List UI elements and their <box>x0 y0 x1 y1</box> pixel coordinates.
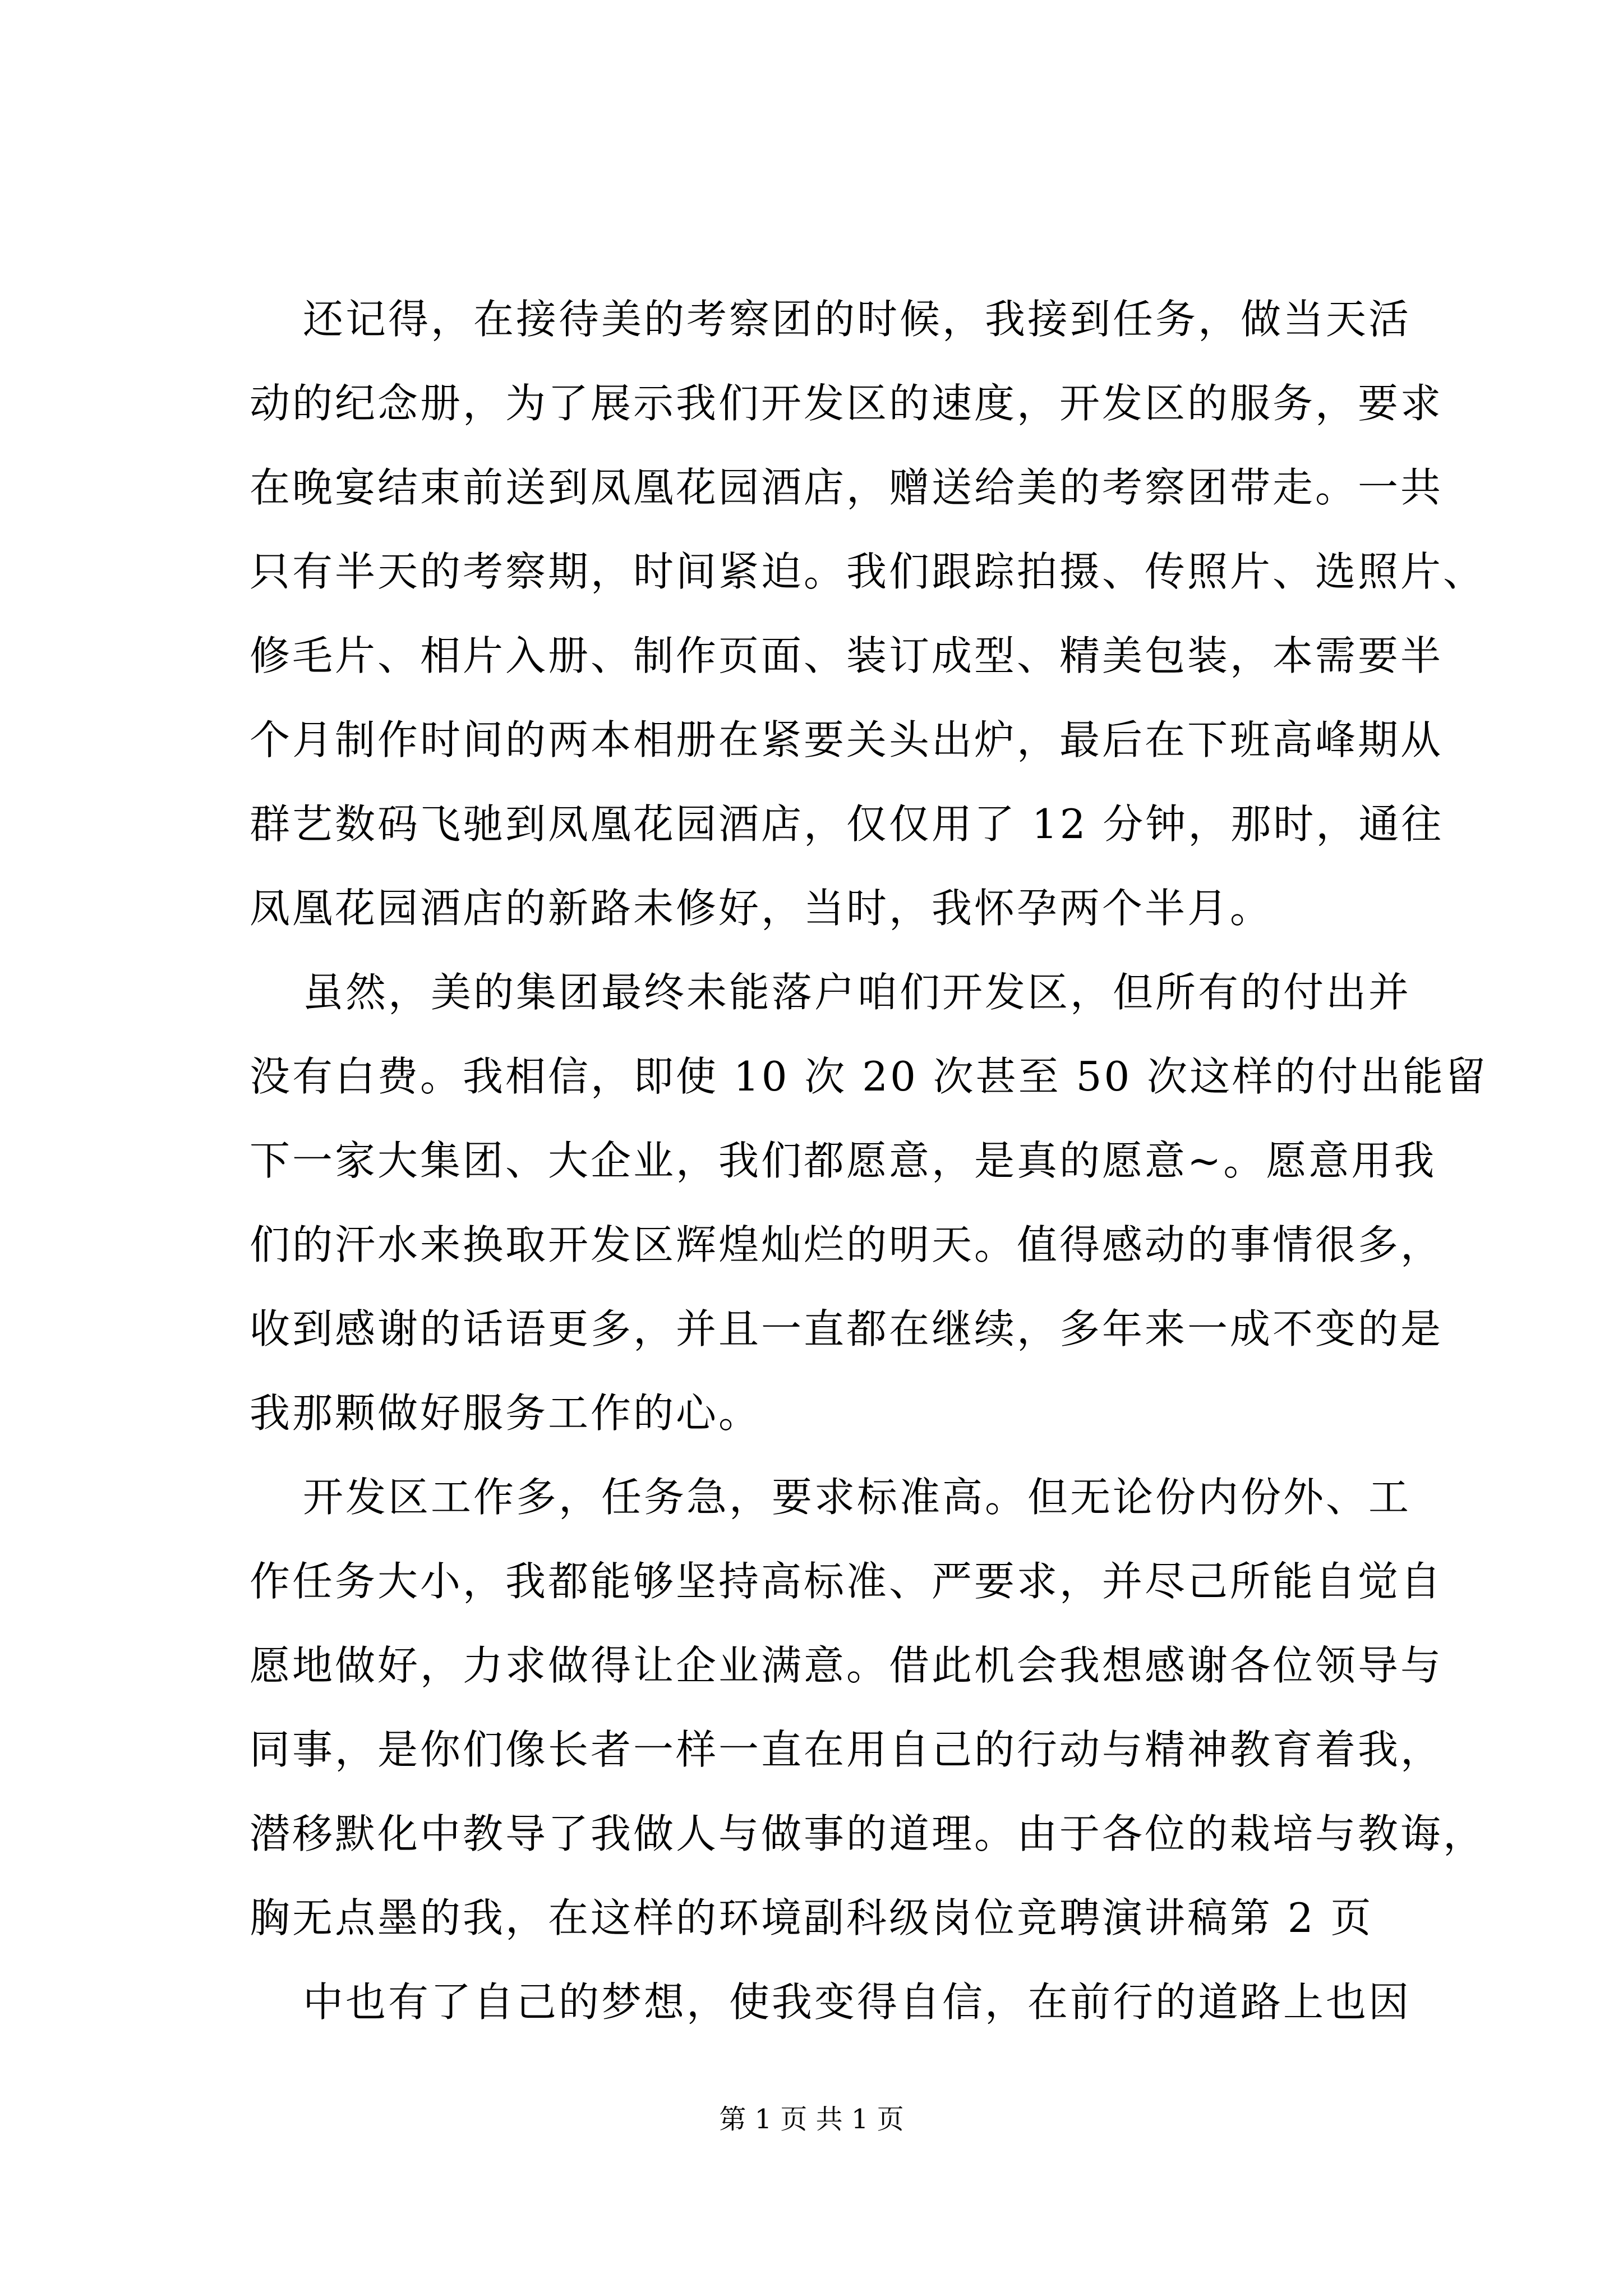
page-footer: 第 1 页 共 1 页 <box>719 2104 904 2135</box>
text-line: 同事，是你们像长者一样一直在用自己的行动与精神教育着我， <box>250 1726 1444 1773</box>
text-line: 没有白费。我相信，即使 10 次 20 次甚至 50 次这样的付出能留 <box>250 1053 1488 1100</box>
text-line: 开发区工作多，任务急，要求标准高。但无论份内份外、工 <box>303 1474 1412 1521</box>
text-line: 中也有了自己的梦想，使我变得自信，在前行的道路上也因 <box>303 1978 1412 2026</box>
text-line: 群艺数码飞驰到凤凰花园酒店，仅仅用了 12 分钟，那时，通往 <box>250 800 1444 848</box>
text-line: 我那颗做好服务工作的心。 <box>250 1389 762 1437</box>
text-line: 收到感谢的话语更多，并且一直都在继续，多年来一成不变的是 <box>250 1305 1444 1352</box>
text-line: 凤凰花园酒店的新路未修好，当时，我怀孕两个半月。 <box>250 885 1273 932</box>
text-line: 只有半天的考察期，时间紧迫。我们跟踪拍摄、传照片、选照片、 <box>250 548 1486 595</box>
text-line: 修毛片、相片入册、制作页面、装订成型、精美包装，本需要半 <box>250 632 1444 679</box>
text-line: 还记得，在接待美的考察团的时候，我接到任务，做当天活 <box>303 296 1412 343</box>
text-line: 胸无点墨的我，在这样的环境副科级岗位竞聘演讲稿第 2 页 <box>250 1894 1373 1941</box>
text-line: 个月制作时间的两本相册在紧要关头出炉，最后在下班高峰期从 <box>250 716 1444 763</box>
text-line: 动的纪念册，为了展示我们开发区的速度，开发区的服务，要求 <box>250 380 1444 427</box>
text-line: 在晚宴结束前送到凤凰花园酒店，赠送给美的考察团带走。一共 <box>250 464 1444 511</box>
text-line: 愿地做好，力求做得让企业满意。借此机会我想感谢各位领导与 <box>250 1642 1444 1689</box>
text-line: 潜移默化中教导了我做人与做事的道理。由于各位的栽培与教诲， <box>250 1810 1486 1857</box>
text-line: 虽然，美的集团最终未能落户咱们开发区，但所有的付出并 <box>303 969 1412 1016</box>
text-line: 们的汗水来换取开发区辉煌灿烂的明天。值得感动的事情很多， <box>250 1221 1444 1268</box>
text-line: 下一家大集团、大企业，我们都愿意，是真的愿意~。愿意用我 <box>250 1137 1437 1184</box>
text-line: 作任务大小，我都能够坚持高标准、严要求，并尽己所能自觉自 <box>250 1558 1444 1605</box>
